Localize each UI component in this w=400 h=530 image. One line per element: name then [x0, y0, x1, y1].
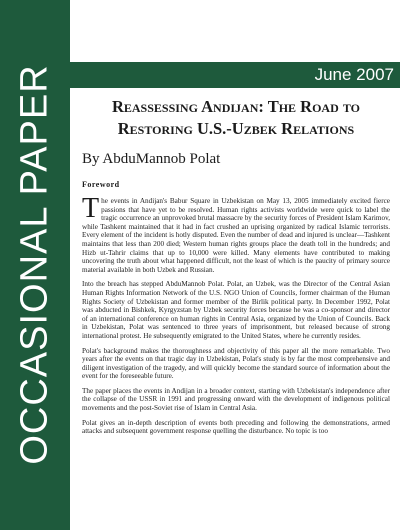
sidebar-band — [0, 0, 70, 530]
paragraph-5: Polat gives an in-depth description of events both preceding and following the demonstrations, armed attacks and subsequent government response quelling the disturbance. No topic is too — [82, 418, 390, 436]
article-author: By AbduMannob Polat — [82, 151, 221, 167]
title-line-1: Reassessing Andijan: The Road to — [111, 97, 361, 116]
article-title — [82, 96, 390, 140]
title-line-2: Restoring U.S.-Uzbek Relations — [117, 119, 355, 138]
paragraph-1 — [82, 193, 390, 274]
paragraph-2: Into the breach has stepped AbduMannob Polat. Polat, an Uzbek, was the Director of the Central Asian Human Rights Information Network of the U.S. NGO Union of Councils, former chairman of the Human Rights Society of Uzbekistan and former member of the Birlik political party. In December 1992, Polat was abducted in Bishkek, Kyrgyzstan by Uzbek security forces because he was a co-sponsor and director of an international conference on human rights in Central Asia, organized by the Union of Councils. Back in Uzbekistan, Polat was sentenced to three years of imprisonment, but released because of strong international protest. He subsequently emigrated to the United States, where he currently resides. — [82, 280, 390, 340]
paragraph-1-text: he events in Andijan's Babur Square in Uzbekistan on May 13, 2005 immediately excited fierce passions that have yet to be resolved. Human rights activists worldwide were quick to label the tragic occurrence an unprovoked brutal massacre by the security forces of President Islam Karimov, while Tashkent maintained that it had in fact crushed an uprising organized by radical Islamic terrorists. Every element of the incident is hotly disputed. Even the number of dead and injured is unclear—Tashkent maintains that less than 200 died; Western human rights groups place the death toll in the hundreds; and Hizb ut-Tahrir claims that up to 10,000 were killed. Many elements have contributed to making uncovering the truth about what happened difficult, not the least of which is the paucity of primary source material available in both Uzbek and Russian. — [82, 197, 390, 274]
paragraph-3: Polat's background makes the thoroughness and objectivity of this paper all the more remarkable. Two years after the events on that tragic day in Uzbekistan, Polat's study is by far the most comprehensive and diligent investigation of the tragedy, and will quickly become the standard source of information about the event for the foreseeable future. — [82, 346, 390, 381]
publication-date: June 2007 — [314, 65, 394, 84]
vertical-title — [2, 6, 68, 522]
date-band — [70, 62, 400, 88]
section-heading-foreword: Foreword — [82, 180, 120, 189]
publication-type-label: OCCASIONAL PAPER — [13, 63, 56, 465]
article-content — [82, 96, 390, 442]
drop-cap: T — [82, 193, 100, 224]
paragraph-4: The paper places the events in Andijan in a broader context, starting with Uzbekistan's independence after the collapse of the USSR in 1991 and progressing onward with the development of indigenous political movements and the post-Soviet rise of Islam in Central Asia. — [82, 386, 390, 413]
